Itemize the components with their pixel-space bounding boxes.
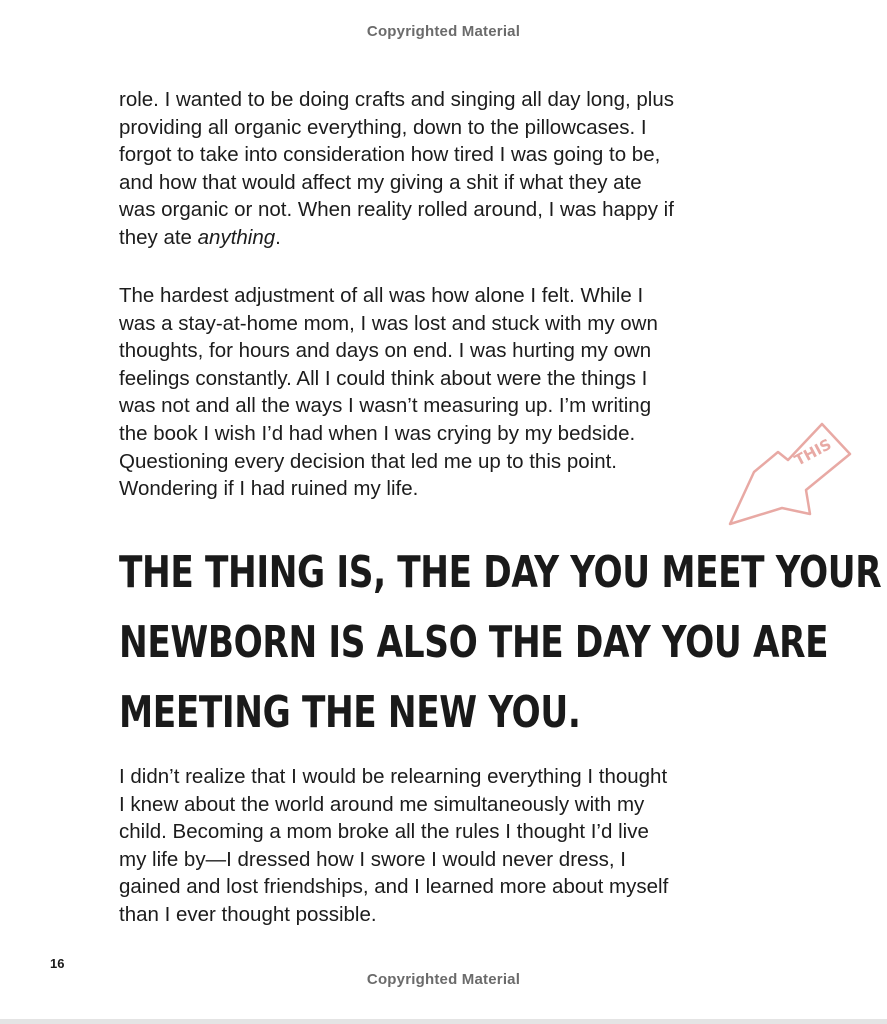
page-number: 16 [50, 956, 65, 971]
text-line: providing all organic everything, down to the pillowcases. I [119, 115, 647, 139]
paragraph-2 [119, 282, 769, 503]
page-bottom-edge [0, 1019, 887, 1024]
text-line [119, 224, 769, 252]
this-label: THIS [791, 435, 835, 470]
text-line: child. Becoming a mom broke all the rules I thought I’d live [119, 820, 649, 844]
text-line: I didn’t realize that I would be relearning everything I thought [119, 765, 668, 788]
text-line: I knew about the world around me simultaneously with my [119, 792, 645, 816]
text-line: feelings constantly. All I could think about were the things I [119, 366, 648, 390]
arrow-outline [730, 424, 850, 524]
text-line: the book I wish I’d had when I was crying by my bedside. [119, 421, 636, 445]
paragraph-1 [119, 86, 769, 252]
text-line: my life by—I dressed how I swore I would never dress, I [119, 847, 627, 871]
text-segment: . [275, 225, 281, 249]
text-line: and how that would affect my giving a shit if what they ate [119, 170, 642, 194]
text-line: The hardest adjustment of all was how alone I felt. While I [119, 284, 644, 307]
emphasis-text: anything [197, 225, 276, 249]
text-line: forgot to take into consideration how tired I was going to be, [119, 143, 661, 167]
text-line: gained and lost friendships, and I learned more about myself [119, 875, 669, 899]
text-line: Questioning every decision that led me up to this point. [119, 449, 617, 473]
pull-quote-line: THE THING IS, THE DAY YOU MEET YOUR [119, 547, 882, 598]
text-line: Wondering if I had ruined my life. [119, 477, 419, 501]
text-line: was a stay-at-home mom, I was lost and stuck with my own [119, 311, 658, 335]
text-segment: they ate [119, 225, 198, 249]
text-line: was organic or not. When reality rolled around, I was happy if [119, 198, 674, 222]
paragraph-3 [119, 763, 769, 929]
arrow-icon [722, 410, 860, 532]
text-line: thoughts, for hours and days on end. I was hurting my own [119, 339, 652, 363]
pull-quote-line: NEWBORN IS ALSO THE DAY YOU ARE [119, 617, 829, 668]
pull-quote-line: MEETING THE NEW YOU. [119, 687, 581, 738]
text-line: than I ever thought possible. [119, 902, 377, 926]
footer-copyright: Copyrighted Material [366, 971, 521, 988]
text-line: role. I wanted to be doing crafts and singing all day long, plus [119, 88, 674, 111]
text-line: was not and all the ways I wasn’t measuring up. I’m writing [119, 394, 652, 418]
pull-quote [119, 538, 882, 748]
header-copyright: Copyrighted Material [366, 23, 521, 40]
